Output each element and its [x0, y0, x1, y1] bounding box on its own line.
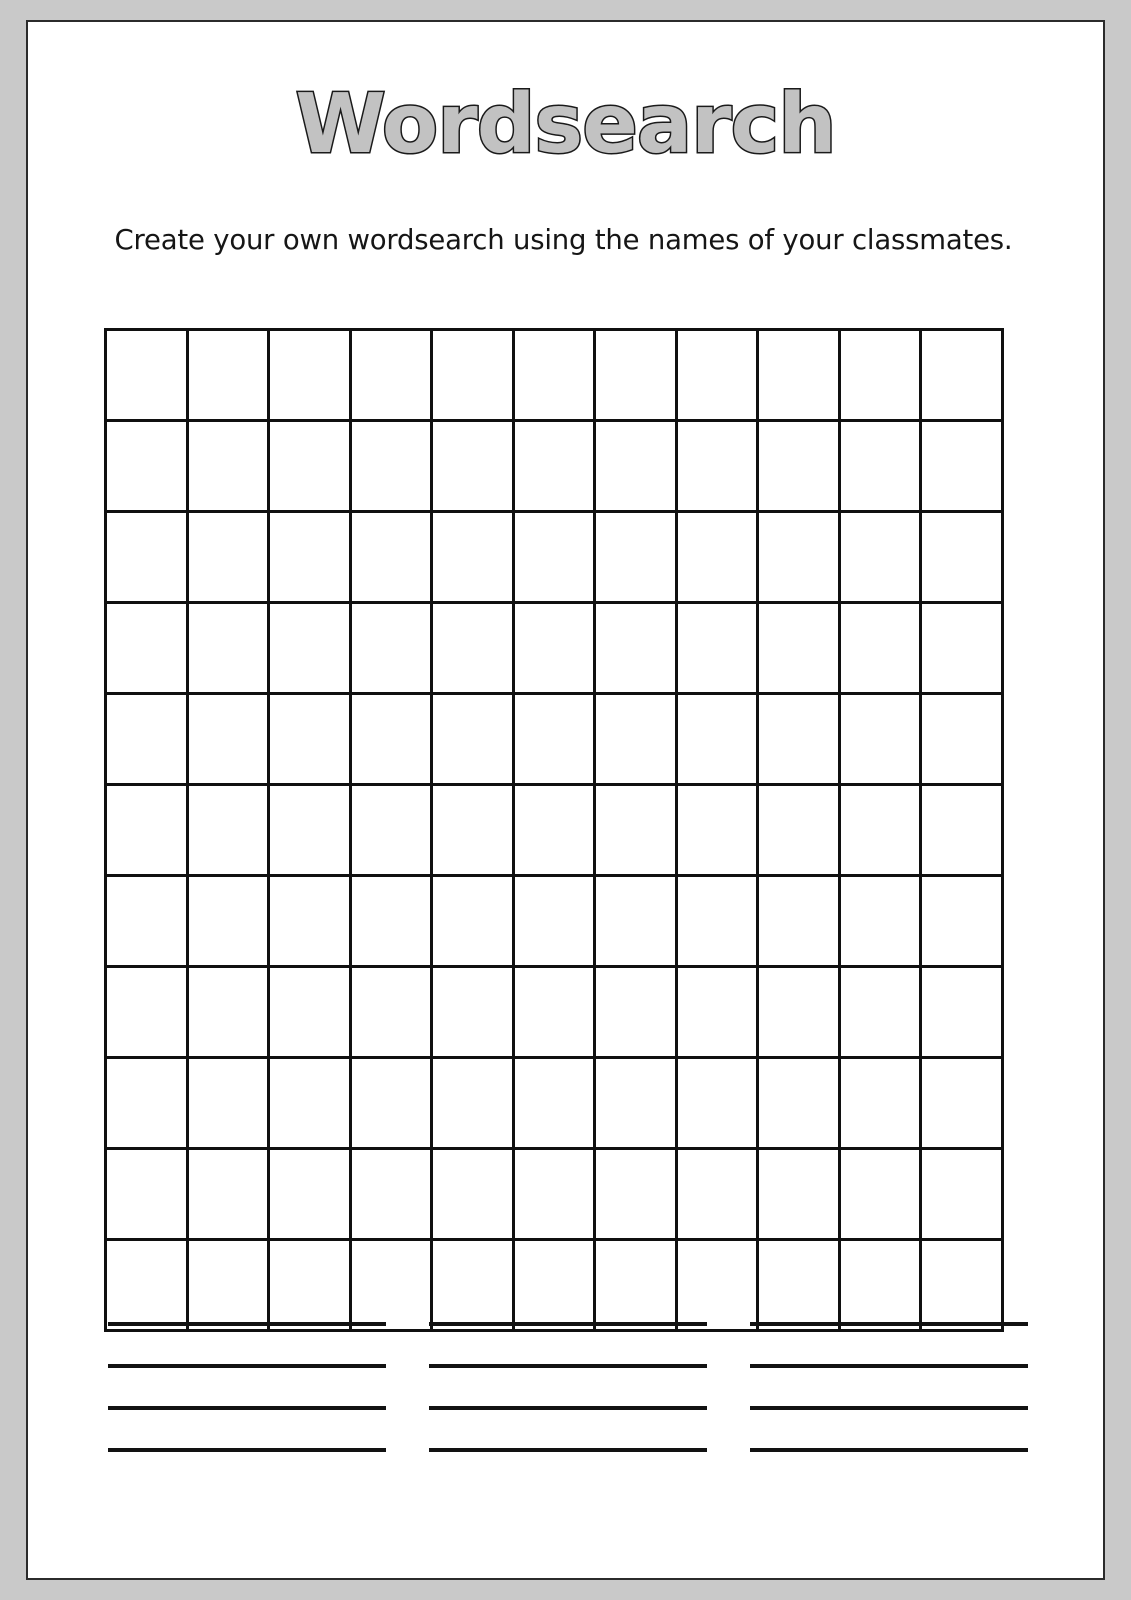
grid-cell[interactable]: [595, 512, 677, 603]
grid-row: [106, 1240, 1003, 1331]
grid-cell[interactable]: [350, 785, 432, 876]
page-title: Wordsearch: [295, 77, 836, 172]
grid-cell[interactable]: [106, 785, 188, 876]
grid-cell[interactable]: [106, 421, 188, 512]
grid-row: [106, 512, 1003, 603]
write-line[interactable]: [108, 1406, 386, 1410]
grid-cell[interactable]: [595, 603, 677, 694]
grid-cell[interactable]: [187, 512, 269, 603]
grid-cell[interactable]: [350, 603, 432, 694]
grid-cell[interactable]: [921, 1149, 1003, 1240]
write-line[interactable]: [429, 1448, 707, 1452]
grid-row: [106, 967, 1003, 1058]
grid-cell[interactable]: [676, 421, 758, 512]
grid-cell[interactable]: [187, 421, 269, 512]
grid-cell[interactable]: [758, 512, 840, 603]
grid-cell[interactable]: [758, 694, 840, 785]
grid-cell[interactable]: [269, 1058, 351, 1149]
grid-cell[interactable]: [758, 876, 840, 967]
grid-cell[interactable]: [839, 421, 921, 512]
grid-cell[interactable]: [432, 603, 514, 694]
grid-cell[interactable]: [676, 876, 758, 967]
grid-cell[interactable]: [432, 785, 514, 876]
word-list-area: [108, 1322, 1028, 1452]
grid-cell[interactable]: [432, 421, 514, 512]
grid-cell[interactable]: [187, 876, 269, 967]
grid-row: [106, 421, 1003, 512]
grid-cell[interactable]: [595, 1149, 677, 1240]
grid-cell[interactable]: [921, 603, 1003, 694]
grid-cell[interactable]: [513, 1149, 595, 1240]
grid-cell[interactable]: [513, 330, 595, 421]
grid-cell[interactable]: [432, 1058, 514, 1149]
grid-cell[interactable]: [187, 1149, 269, 1240]
grid-cell[interactable]: [432, 512, 514, 603]
write-line[interactable]: [750, 1322, 1028, 1326]
grid-cell[interactable]: [839, 330, 921, 421]
grid-cell[interactable]: [106, 330, 188, 421]
grid-cell[interactable]: [187, 785, 269, 876]
grid-cell[interactable]: [350, 694, 432, 785]
grid-cell[interactable]: [513, 785, 595, 876]
grid-cell[interactable]: [106, 876, 188, 967]
grid-cell[interactable]: [106, 1058, 188, 1149]
grid-cell[interactable]: [758, 1149, 840, 1240]
grid-cell[interactable]: [921, 421, 1003, 512]
grid-cell[interactable]: [839, 967, 921, 1058]
grid-cell[interactable]: [595, 694, 677, 785]
grid-cell[interactable]: [595, 330, 677, 421]
grid-cell[interactable]: [676, 1058, 758, 1149]
grid-cell[interactable]: [269, 785, 351, 876]
grid-cell[interactable]: [676, 694, 758, 785]
grid-cell[interactable]: [921, 512, 1003, 603]
grid-row: [106, 694, 1003, 785]
grid-cell[interactable]: [758, 603, 840, 694]
grid-cell[interactable]: [106, 1149, 188, 1240]
grid-cell[interactable]: [106, 967, 188, 1058]
grid-cell[interactable]: [595, 1058, 677, 1149]
grid-cell[interactable]: [269, 967, 351, 1058]
grid-table[interactable]: [104, 328, 1004, 1332]
grid-cell[interactable]: [758, 1240, 840, 1331]
grid-cell[interactable]: [676, 1149, 758, 1240]
grid-cell[interactable]: [758, 330, 840, 421]
grid-cell[interactable]: [432, 876, 514, 967]
write-line[interactable]: [108, 1322, 386, 1326]
grid-cell[interactable]: [187, 603, 269, 694]
grid-cell[interactable]: [676, 330, 758, 421]
grid-cell[interactable]: [921, 967, 1003, 1058]
grid-cell[interactable]: [921, 876, 1003, 967]
grid-cell[interactable]: [676, 512, 758, 603]
grid-cell[interactable]: [269, 694, 351, 785]
instruction-text: Create your own wordsearch using the names of your classmates.: [114, 224, 1013, 256]
grid-cell[interactable]: [187, 967, 269, 1058]
grid-cell[interactable]: [921, 785, 1003, 876]
grid-cell[interactable]: [839, 512, 921, 603]
grid-cell[interactable]: [269, 876, 351, 967]
grid-cell[interactable]: [513, 1240, 595, 1331]
write-line[interactable]: [429, 1406, 707, 1410]
grid-cell[interactable]: [513, 967, 595, 1058]
grid-cell[interactable]: [350, 421, 432, 512]
grid-cell[interactable]: [513, 694, 595, 785]
grid-cell[interactable]: [839, 876, 921, 967]
grid-cell[interactable]: [187, 694, 269, 785]
grid-cell[interactable]: [513, 876, 595, 967]
grid-cell[interactable]: [432, 694, 514, 785]
grid-row: [106, 1058, 1003, 1149]
grid-cell[interactable]: [269, 603, 351, 694]
grid-row: [106, 876, 1003, 967]
wordsearch-grid[interactable]: [104, 328, 1004, 1238]
grid-cell[interactable]: [269, 421, 351, 512]
grid-cell[interactable]: [676, 785, 758, 876]
grid-cell[interactable]: [921, 694, 1003, 785]
write-line[interactable]: [429, 1364, 707, 1368]
write-line[interactable]: [750, 1406, 1028, 1410]
grid-cell[interactable]: [758, 421, 840, 512]
word-list-column: [429, 1322, 707, 1452]
write-line[interactable]: [750, 1448, 1028, 1452]
grid-cell[interactable]: [432, 330, 514, 421]
grid-cell[interactable]: [758, 967, 840, 1058]
grid-cell[interactable]: [839, 785, 921, 876]
grid-cell[interactable]: [758, 785, 840, 876]
grid-cell[interactable]: [839, 1240, 921, 1331]
grid-cell[interactable]: [513, 603, 595, 694]
grid-cell[interactable]: [350, 1058, 432, 1149]
word-list-column: [750, 1322, 1028, 1452]
write-line[interactable]: [429, 1322, 707, 1326]
grid-cell[interactable]: [513, 1058, 595, 1149]
grid-row: [106, 603, 1003, 694]
grid-cell[interactable]: [839, 1149, 921, 1240]
grid-cell[interactable]: [350, 512, 432, 603]
grid-cell[interactable]: [595, 785, 677, 876]
grid-cell[interactable]: [921, 1240, 1003, 1331]
grid-cell[interactable]: [350, 967, 432, 1058]
grid-cell[interactable]: [106, 603, 188, 694]
grid-cell[interactable]: [432, 967, 514, 1058]
grid-cell[interactable]: [269, 1240, 351, 1331]
grid-cell[interactable]: [839, 1058, 921, 1149]
grid-cell[interactable]: [839, 694, 921, 785]
grid-cell[interactable]: [269, 1149, 351, 1240]
grid-cell[interactable]: [513, 421, 595, 512]
grid-cell[interactable]: [921, 1058, 1003, 1149]
grid-cell[interactable]: [513, 512, 595, 603]
grid-cell[interactable]: [187, 1240, 269, 1331]
grid-cell[interactable]: [921, 330, 1003, 421]
grid-cell[interactable]: [595, 421, 677, 512]
write-line[interactable]: [108, 1448, 386, 1452]
grid-cell[interactable]: [106, 1240, 188, 1331]
grid-cell[interactable]: [676, 1240, 758, 1331]
grid-row: [106, 1149, 1003, 1240]
grid-cell[interactable]: [350, 330, 432, 421]
write-line[interactable]: [750, 1364, 1028, 1368]
grid-cell[interactable]: [187, 1058, 269, 1149]
grid-cell[interactable]: [350, 1149, 432, 1240]
grid-cell[interactable]: [432, 1149, 514, 1240]
write-line[interactable]: [108, 1364, 386, 1368]
grid-cell[interactable]: [106, 694, 188, 785]
worksheet-page: [26, 20, 1105, 1580]
grid-cell[interactable]: [432, 1240, 514, 1331]
grid-cell[interactable]: [350, 1240, 432, 1331]
grid-cell[interactable]: [676, 967, 758, 1058]
grid-row: [106, 330, 1003, 421]
grid-row: [106, 785, 1003, 876]
grid-cell[interactable]: [758, 1058, 840, 1149]
word-list-column: [108, 1322, 386, 1452]
grid-cell[interactable]: [187, 330, 269, 421]
grid-cell[interactable]: [269, 330, 351, 421]
grid-cell[interactable]: [595, 967, 677, 1058]
grid-cell[interactable]: [595, 876, 677, 967]
grid-cell[interactable]: [350, 876, 432, 967]
grid-cell[interactable]: [106, 512, 188, 603]
grid-cell[interactable]: [676, 603, 758, 694]
grid-cell[interactable]: [269, 512, 351, 603]
grid-cell[interactable]: [595, 1240, 677, 1331]
grid-cell[interactable]: [839, 603, 921, 694]
